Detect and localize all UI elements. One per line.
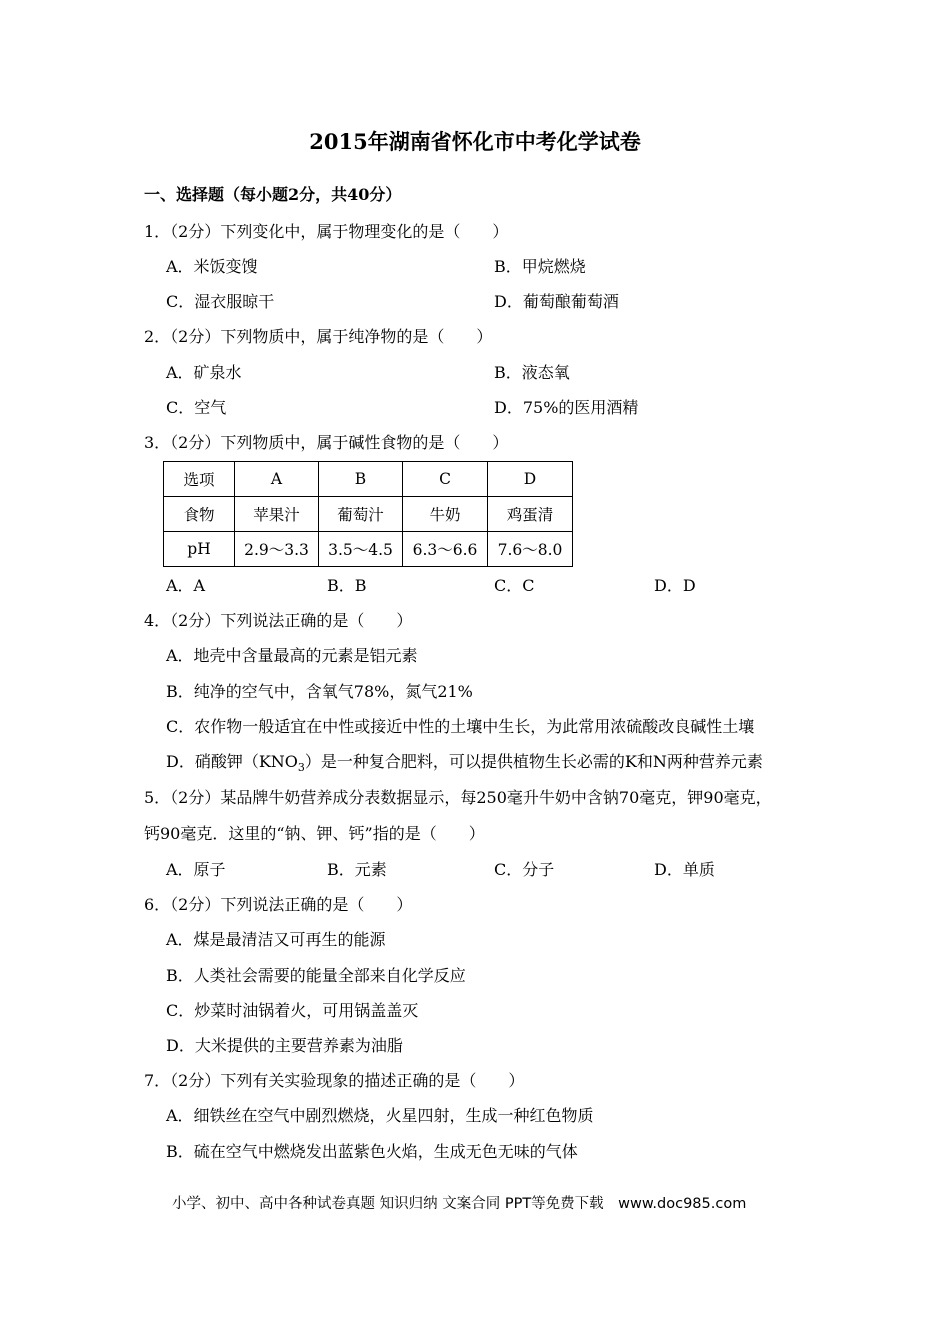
question-2-stem: 2．（2分）下列物质中，属于纯净物的是（ ） [144, 327, 493, 346]
question-2-option-a: A．矿泉水 [166, 363, 242, 382]
question-3-option-a: A．A [166, 576, 206, 595]
question-5-stem-line-2: 钙90毫克．这里的“钠、钾、钙”指的是（ ） [144, 824, 485, 843]
table-cell: 2.9～3.3 [235, 532, 319, 567]
ph-table [163, 461, 573, 567]
question-6-option-a: A．煤是最清洁又可再生的能源 [166, 930, 386, 949]
question-4-option-d [166, 749, 763, 774]
question-7-option-a: A．细铁丝在空气中剧烈燃烧，火星四射，生成一种红色物质 [166, 1106, 594, 1125]
table-cell: D [488, 462, 573, 497]
question-4-option-c: C．农作物一般适宜在中性或接近中性的土壤中生长，为此常用浓硫酸改良碱性土壤 [166, 717, 755, 736]
question-5-stem-line-1: 5．（2分）某品牌牛奶营养成分表数据显示，每250毫升牛奶中含钠70毫克，钾90毫克， [144, 788, 772, 807]
question-1-option-d: D．葡萄酿葡萄酒 [494, 292, 619, 311]
question-5-option-c: C．分子 [494, 860, 555, 879]
table-cell: 葡萄汁 [319, 497, 403, 532]
page-title: 2015年湖南省怀化市中考化学试卷 [309, 129, 641, 154]
question-4-stem: 4．（2分）下列说法正确的是（ ） [144, 611, 413, 630]
question-1-option-a: A．米饭变馊 [166, 257, 258, 276]
question-6-option-b: B．人类社会需要的能量全部来自化学反应 [166, 966, 466, 985]
table-cell: pH [164, 532, 235, 567]
question-5-option-b: B．元素 [327, 860, 387, 879]
question-7-option-b: B．硫在空气中燃烧发出蓝紫色火焰，生成无色无味的气体 [166, 1142, 578, 1161]
table-cell: C [403, 462, 488, 497]
question-2-option-d: D．75%的医用酒精 [494, 398, 639, 417]
question-6-stem: 6．（2分）下列说法正确的是（ ） [144, 895, 413, 914]
table-cell: 食物 [164, 497, 235, 532]
question-3-option-d: D．D [654, 576, 696, 595]
table-cell: 6.3～6.6 [403, 532, 488, 567]
option-text: D．硝酸钾（KNO [166, 752, 298, 771]
question-3-stem: 3．（2分）下列物质中，属于碱性食物的是（ ） [144, 433, 509, 452]
page-footer: 小学、初中、高中各种试卷真题 知识归纳 文案合同 PPT等免费下载 www.doc985.com [172, 1196, 747, 1212]
table-cell: 苹果汁 [235, 497, 319, 532]
question-2-option-b: B．液态氧 [494, 363, 570, 382]
table-cell: 选项 [164, 462, 235, 497]
question-2-option-c: C．空气 [166, 398, 227, 417]
question-3-option-b: B．B [327, 576, 367, 595]
question-1-stem: 1．（2分）下列变化中，属于物理变化的是（ ） [144, 222, 509, 241]
question-3-option-c: C．C [494, 576, 535, 595]
question-1-option-b: B．甲烷燃烧 [494, 257, 586, 276]
option-text: ）是一种复合肥料，可以提供植物生长必需的K和N两种营养元素 [304, 752, 763, 771]
table-cell: 7.6～8.0 [488, 532, 573, 567]
question-4-option-b: B．纯净的空气中，含氧气78%，氮气21% [166, 682, 473, 701]
table-row [164, 497, 573, 532]
table-row [164, 462, 573, 497]
question-5-option-d: D．单质 [654, 860, 715, 879]
question-1-option-c: C．湿衣服晾干 [166, 292, 275, 311]
table-cell: 鸡蛋清 [488, 497, 573, 532]
table-cell: 3.5～4.5 [319, 532, 403, 567]
table-cell: B [319, 462, 403, 497]
table-cell: A [235, 462, 319, 497]
question-6-option-c: C．炒菜时油锅着火，可用锅盖盖灭 [166, 1001, 419, 1020]
question-7-stem: 7．（2分）下列有关实验现象的描述正确的是（ ） [144, 1071, 525, 1090]
section-heading: 一、选择题（每小题2分，共40分） [144, 185, 402, 204]
question-6-option-d: D．大米提供的主要营养素为油脂 [166, 1036, 403, 1055]
table-cell: 牛奶 [403, 497, 488, 532]
subscript: 3 [297, 761, 305, 775]
table-row [164, 532, 573, 567]
question-5-option-a: A．原子 [166, 860, 226, 879]
question-4-option-a: A．地壳中含量最高的元素是铝元素 [166, 646, 418, 665]
